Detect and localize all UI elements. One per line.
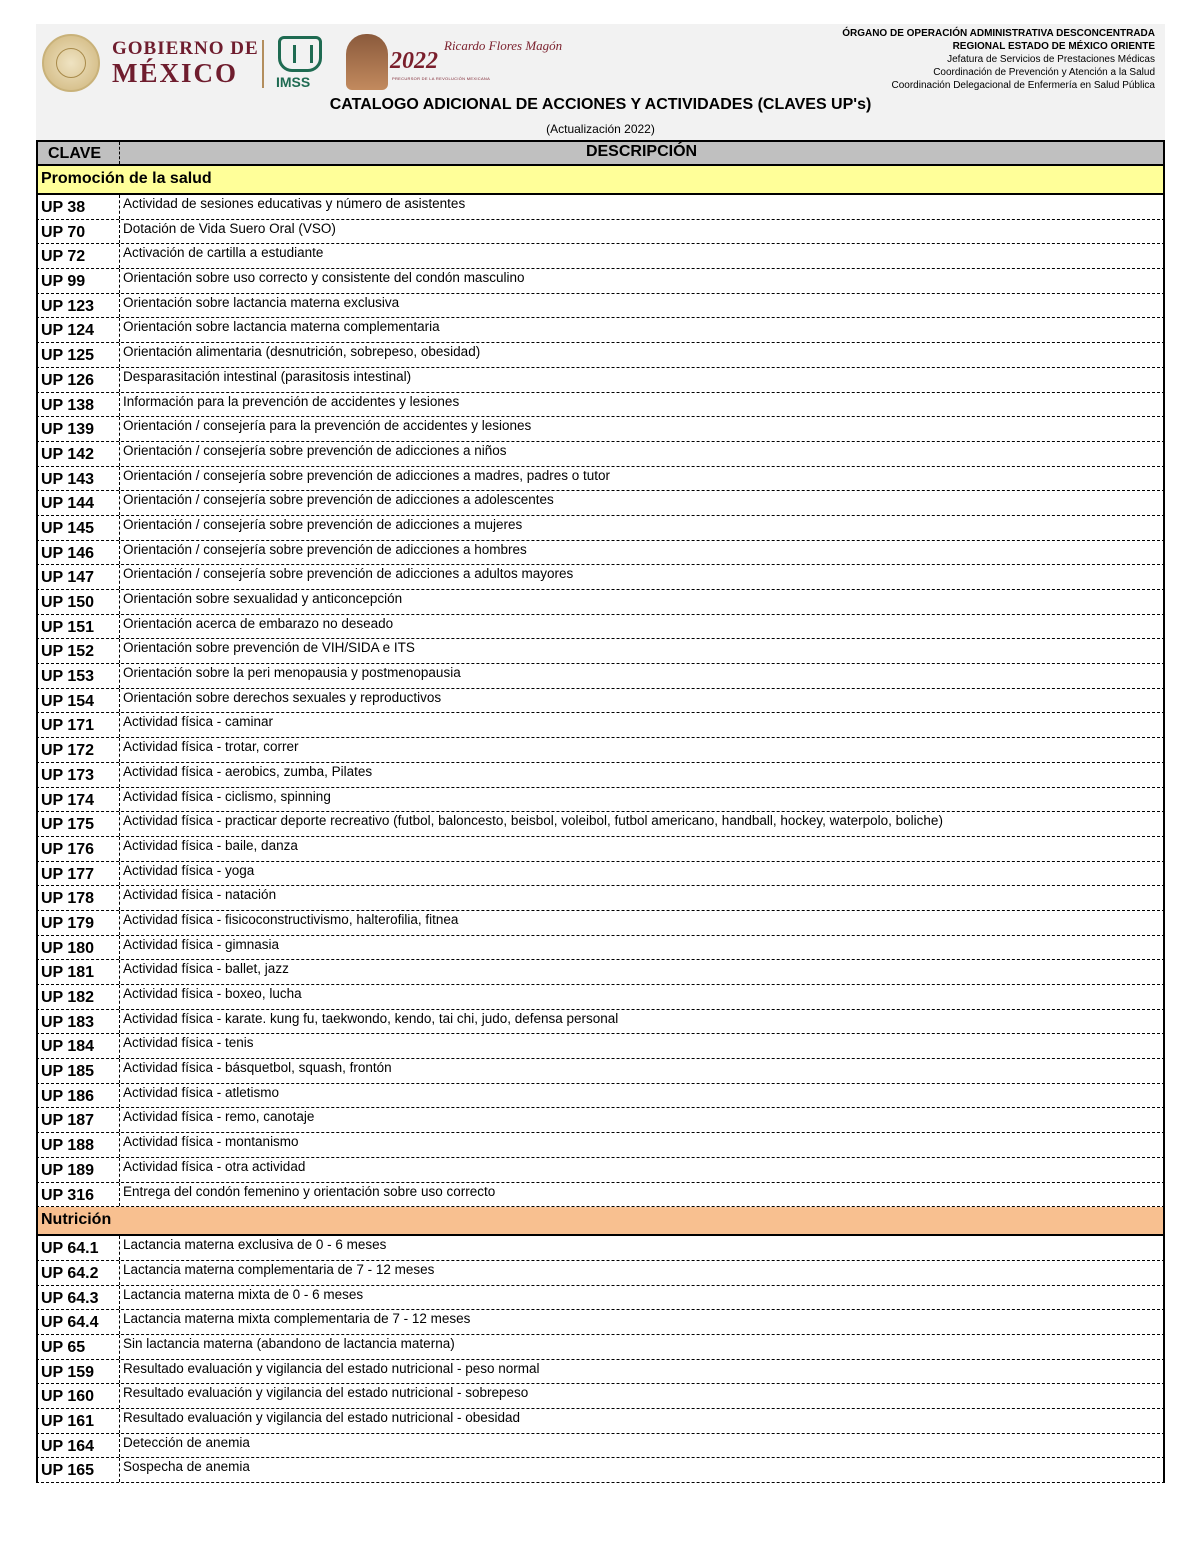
descripcion-cell: Actividad de sesiones educativas y número de asistentes xyxy=(123,196,466,211)
table-row xyxy=(36,936,1165,961)
clave-cell: UP 188 xyxy=(38,1133,120,1157)
descripcion-cell: Desparasitación intestinal (parasitosis intestinal) xyxy=(123,368,412,384)
clave-cell: UP 143 xyxy=(38,467,120,491)
descripcion-cell: Actividad física - practicar deporte recreativo (futbol, baloncesto, beisbol, voleibol, futbol americano, handball, hockey, waterpolo, boliche) xyxy=(123,813,943,829)
descripcion-cell: Orientación / consejería sobre prevención de adicciones a niños xyxy=(123,442,507,458)
table-row xyxy=(36,590,1165,615)
descripcion-cell: Orientación / consejería sobre prevención de adicciones a madres, padres o tutor xyxy=(123,467,611,483)
clave-cell: UP 146 xyxy=(38,541,120,565)
descripcion-cell: Actividad física - montanismo xyxy=(123,1134,299,1150)
clave-cell: UP 161 xyxy=(38,1409,120,1433)
table-row xyxy=(36,862,1165,887)
table-row xyxy=(36,442,1165,467)
clave-cell: UP 179 xyxy=(38,911,120,935)
clave-cell: UP 72 xyxy=(38,244,120,268)
clave-cell: UP 316 xyxy=(38,1183,120,1207)
clave-cell: UP 99 xyxy=(38,269,120,293)
table-row xyxy=(36,886,1165,911)
descripcion-cell: Dotación de Vida Suero Oral (VSO) xyxy=(123,220,336,236)
table-row xyxy=(36,689,1165,714)
clave-cell: UP 187 xyxy=(38,1108,120,1132)
descripcion-cell: Orientación / consejería sobre prevención de adicciones a mujeres xyxy=(123,516,523,532)
descripcion-cell: Orientación sobre lactancia materna exclusiva xyxy=(123,294,400,310)
table-row xyxy=(36,565,1165,590)
table-row xyxy=(36,1261,1165,1286)
descripcion-cell: Sospecha de anemia xyxy=(123,1459,250,1475)
table-row xyxy=(36,738,1165,763)
descripcion-cell: Orientación acerca de embarazo no deseado xyxy=(123,615,394,631)
table-row xyxy=(36,220,1165,245)
clave-cell: UP 139 xyxy=(38,417,120,441)
clave-cell: UP 142 xyxy=(38,442,120,466)
table-row xyxy=(36,368,1165,393)
table-row xyxy=(36,1010,1165,1035)
logo-divider xyxy=(262,40,264,88)
clave-cell: UP 64.3 xyxy=(38,1286,120,1310)
clave-cell: UP 171 xyxy=(38,713,120,737)
clave-cell: UP 164 xyxy=(38,1434,120,1458)
descripcion-cell: Actividad física - boxeo, lucha xyxy=(123,986,302,1001)
table-row xyxy=(36,1158,1165,1183)
table-row xyxy=(36,763,1165,788)
descripcion-cell: Entrega del condón femenino y orientación sobre uso correcto xyxy=(123,1183,496,1199)
descripcion-cell: Actividad física - baile, danza xyxy=(123,837,298,853)
logo-block xyxy=(40,30,563,96)
clave-cell: UP 153 xyxy=(38,664,120,688)
descripcion-cell: Orientación sobre la peri menopausia y postmenopausia xyxy=(123,665,461,681)
clave-cell: UP 64.2 xyxy=(38,1261,120,1285)
section-header: Nutrición xyxy=(36,1207,1165,1236)
table-row xyxy=(36,1409,1165,1434)
descripcion-cell: Lactancia materna mixta complementaria de 7 - 12 meses xyxy=(123,1311,471,1327)
national-seal-icon xyxy=(42,34,100,92)
seal-inner xyxy=(56,48,86,78)
table-row xyxy=(36,417,1165,442)
clave-cell: UP 186 xyxy=(38,1084,120,1108)
clave-cell: UP 178 xyxy=(38,886,120,910)
table-row xyxy=(36,713,1165,738)
clave-cell: UP 145 xyxy=(38,516,120,540)
descripcion-cell: Lactancia materna mixta de 0 - 6 meses xyxy=(123,1286,364,1302)
table-row xyxy=(36,1360,1165,1385)
clave-cell: UP 64.1 xyxy=(38,1236,120,1260)
table-row xyxy=(36,269,1165,294)
clave-cell: UP 183 xyxy=(38,1010,120,1034)
table-row xyxy=(36,1183,1165,1208)
clave-cell: UP 123 xyxy=(38,294,120,318)
descripcion-cell: Orientación / consejería para la prevención de accidentes y lesiones xyxy=(123,418,532,434)
clave-cell: UP 182 xyxy=(38,985,120,1009)
org-line: ÓRGANO DE OPERACIÓN ADMINISTRATIVA DESCONCENTRADA xyxy=(842,28,1155,39)
org-line: Coordinación de Prevención y Atención a la Salud xyxy=(933,67,1155,78)
descripcion-cell: Detección de anemia xyxy=(123,1434,250,1450)
year-logo-subtitle: PRECURSOR DE LA REVOLUCIÓN MEXICANA xyxy=(392,76,491,81)
gobierno-logo-line2: MÉXICO xyxy=(112,58,238,88)
clave-cell: UP 64.4 xyxy=(38,1310,120,1334)
clave-cell: UP 180 xyxy=(38,936,120,960)
flores-magon-portrait-icon xyxy=(346,34,388,90)
clave-cell: UP 159 xyxy=(38,1360,120,1384)
year-logo-number: 2022 xyxy=(390,48,438,74)
descripcion-cell: Actividad física - ballet, jazz xyxy=(123,961,289,977)
clave-cell: UP 65 xyxy=(38,1335,120,1359)
descripcion-cell: Actividad física - caminar xyxy=(123,714,274,730)
descripcion-cell: Orientación / consejería sobre prevención de adicciones a hombres xyxy=(123,541,527,557)
descripcion-cell: Orientación sobre uso correcto y consistente del condón masculino xyxy=(123,270,525,286)
clave-cell: UP 176 xyxy=(38,837,120,861)
clave-cell: UP 150 xyxy=(38,590,120,614)
table-row xyxy=(36,837,1165,862)
descripcion-cell: Actividad física - tenis xyxy=(123,1035,254,1051)
descripcion-cell: Actividad física - fisicoconstructivismo, halterofilia, fitnea xyxy=(123,911,459,927)
clave-cell: UP 147 xyxy=(38,565,120,589)
descripcion-cell: Actividad física - gimnasia xyxy=(123,936,280,952)
clave-cell: UP 144 xyxy=(38,491,120,515)
descripcion-cell: Resultado evaluación y vigilancia del estado nutricional - sobrepeso xyxy=(123,1385,529,1401)
table-row xyxy=(36,244,1165,269)
org-line: Jefatura de Servicios de Prestaciones Médicas xyxy=(947,54,1155,65)
table-row xyxy=(36,1108,1165,1133)
table-row xyxy=(36,615,1165,640)
clave-cell: UP 174 xyxy=(38,788,120,812)
descripcion-cell: Información para la prevención de accidentes y lesiones xyxy=(123,393,460,409)
descripcion-cell: Lactancia materna complementaria de 7 - 12 meses xyxy=(123,1261,435,1277)
document-header xyxy=(36,24,1165,140)
section-header: Promoción de la salud xyxy=(36,166,1165,195)
clave-cell: UP 124 xyxy=(38,318,120,342)
clave-cell: UP 38 xyxy=(38,195,120,219)
org-line: REGIONAL ESTADO DE MÉXICO ORIENTE xyxy=(952,41,1155,52)
table-row xyxy=(36,1384,1165,1409)
table-row xyxy=(36,664,1165,689)
table-row xyxy=(36,812,1165,837)
descripcion-cell: Orientación sobre sexualidad y anticoncepción xyxy=(123,591,403,606)
table-row xyxy=(36,1434,1165,1459)
gobierno-logo-line1: GOBIERNO DE xyxy=(112,38,259,59)
descripcion-cell: Orientación / consejería sobre prevención de adicciones a adolescentes xyxy=(123,492,554,508)
clave-cell: UP 173 xyxy=(38,763,120,787)
table-row xyxy=(36,318,1165,343)
descripcion-cell: Orientación sobre derechos sexuales y reproductivos xyxy=(123,689,442,705)
table-row xyxy=(36,1084,1165,1109)
clave-cell: UP 126 xyxy=(38,368,120,392)
clave-cell: UP 125 xyxy=(38,343,120,367)
imss-logo-text: IMSS xyxy=(276,74,311,90)
clave-cell: UP 151 xyxy=(38,615,120,639)
table-row xyxy=(36,911,1165,936)
table-row xyxy=(36,1236,1165,1261)
descripcion-cell: Actividad física - atletismo xyxy=(123,1084,280,1100)
table-row xyxy=(36,1133,1165,1158)
descripcion-cell: Activación de cartilla a estudiante xyxy=(123,245,324,261)
clave-cell: UP 177 xyxy=(38,862,120,886)
clave-cell: UP 175 xyxy=(38,812,120,836)
table-row xyxy=(36,1335,1165,1360)
table-row xyxy=(36,516,1165,541)
org-line: Coordinación Delegacional de Enfermería en Salud Pública xyxy=(891,80,1155,91)
descripcion-cell: Actividad física - yoga xyxy=(123,862,255,878)
clave-cell: UP 138 xyxy=(38,393,120,417)
table-row xyxy=(36,294,1165,319)
descripcion-cell: Resultado evaluación y vigilancia del estado nutricional - obesidad xyxy=(123,1410,520,1425)
table-row xyxy=(36,1034,1165,1059)
table-row xyxy=(36,1310,1165,1335)
clave-cell: UP 70 xyxy=(38,220,120,244)
table-row xyxy=(36,1286,1165,1311)
table-row xyxy=(36,985,1165,1010)
descripcion-cell: Actividad física - natación xyxy=(123,887,277,903)
descripcion-cell: Actividad física - aerobics, zumba, Pilates xyxy=(123,763,373,779)
organization-block xyxy=(842,27,1155,92)
table-header xyxy=(36,140,1165,166)
table-row xyxy=(36,1059,1165,1084)
descripcion-cell: Actividad física - otra actividad xyxy=(123,1158,306,1174)
descripcion-cell: Sin lactancia materna (abandono de lactancia materna) xyxy=(123,1335,455,1351)
imss-logo-icon xyxy=(278,36,322,72)
table-row xyxy=(36,788,1165,813)
table-row xyxy=(36,541,1165,566)
table-row xyxy=(36,467,1165,492)
table-row xyxy=(36,1458,1165,1483)
descripcion-cell: Orientación sobre prevención de VIH/SIDA e ITS xyxy=(123,640,415,656)
descripcion-cell: Actividad física - trotar, correr xyxy=(123,739,299,755)
clave-cell: UP 184 xyxy=(38,1034,120,1058)
descripcion-cell: Orientación sobre lactancia materna complementaria xyxy=(123,319,440,335)
descripcion-cell: Actividad física - karate. kung fu, taekwondo, kendo, tai chi, judo, defensa personal xyxy=(123,1010,619,1026)
clave-cell: UP 160 xyxy=(38,1384,120,1408)
document-title: CATALOGO ADICIONAL DE ACCIONES Y ACTIVIDADES (CLAVES UP's) xyxy=(329,96,872,113)
table-row xyxy=(36,491,1165,516)
document-subtitle: (Actualización 2022) xyxy=(546,122,655,136)
clave-cell: UP 154 xyxy=(38,689,120,713)
descripcion-cell: Orientación / consejería sobre prevención de adicciones a adultos mayores xyxy=(123,566,574,582)
descripcion-cell: Actividad física - básquetbol, squash, frontón xyxy=(123,1060,392,1076)
descripcion-cell: Lactancia materna exclusiva de 0 - 6 meses xyxy=(123,1237,387,1253)
descripcion-cell: Actividad física - remo, canotaje xyxy=(123,1109,315,1125)
clave-cell: UP 152 xyxy=(38,639,120,663)
catalog-table xyxy=(36,140,1165,1483)
clave-cell: UP 165 xyxy=(38,1458,120,1482)
descripcion-cell: Resultado evaluación y vigilancia del estado nutricional - peso normal xyxy=(123,1360,540,1376)
column-header-clave: CLAVE xyxy=(38,142,120,164)
table-row xyxy=(36,960,1165,985)
clave-cell: UP 185 xyxy=(38,1059,120,1083)
clave-cell: UP 189 xyxy=(38,1158,120,1182)
clave-cell: UP 172 xyxy=(38,738,120,762)
descripcion-cell: Actividad física - ciclismo, spinning xyxy=(123,788,331,804)
column-header-descripcion: DESCRIPCIÓN xyxy=(585,143,698,160)
table-row xyxy=(36,195,1165,220)
year-logo-name: Ricardo Flores Magón xyxy=(444,38,563,53)
table-row xyxy=(36,639,1165,664)
table-row xyxy=(36,393,1165,418)
clave-cell: UP 181 xyxy=(38,960,120,984)
table-row xyxy=(36,343,1165,368)
descripcion-cell: Orientación alimentaria (desnutrición, sobrepeso, obesidad) xyxy=(123,344,481,360)
